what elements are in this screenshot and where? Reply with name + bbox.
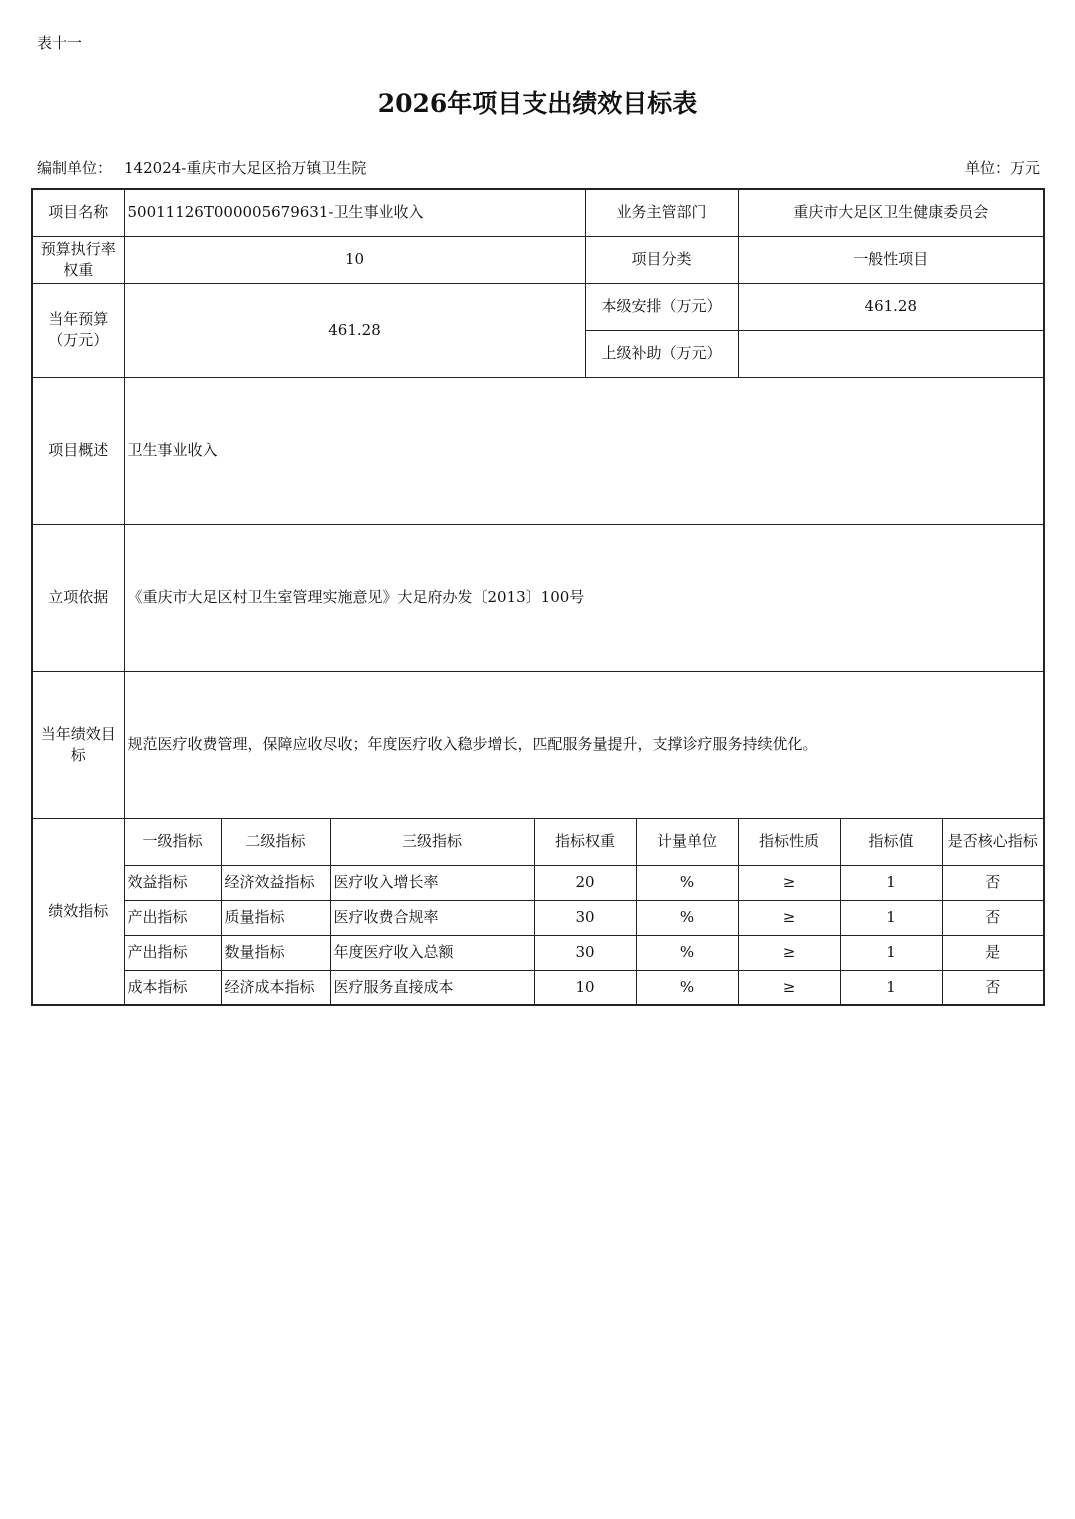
indicator-cell: 1 <box>840 970 942 1005</box>
org-line <box>37 157 366 178</box>
indicator-cell: 医疗服务直接成本 <box>330 970 534 1005</box>
indicator-cell: 经济效益指标 <box>221 865 330 900</box>
indicator-header-cell: 二级指标 <box>221 818 330 865</box>
project-name-label: 项目名称 <box>32 189 124 236</box>
indicator-cell: 产出指标 <box>124 935 221 970</box>
indicator-cell: 经济成本指标 <box>221 970 330 1005</box>
indicator-cell: % <box>636 935 738 970</box>
project-name-value: 50011126T000005679631-卫生事业收入 <box>124 189 585 236</box>
indicator-header-cell: 是否核心指标 <box>942 818 1044 865</box>
indicator-cell: ≥ <box>738 970 840 1005</box>
page-title: 2026年项目支出绩效目标表 <box>377 89 698 118</box>
local-funding-value: 461.28 <box>738 283 1044 330</box>
indicator-cell: 否 <box>942 970 1044 1005</box>
dept-value: 重庆市大足区卫生健康委员会 <box>738 189 1044 236</box>
category-label: 项目分类 <box>585 236 738 283</box>
performance-target-table <box>31 188 1045 1006</box>
indicator-cell: 成本指标 <box>124 970 221 1005</box>
unit-label: 单位：万元 <box>964 159 1040 177</box>
indicator-header-cell: 指标性质 <box>738 818 840 865</box>
indicator-cell: 年度医疗收入总额 <box>330 935 534 970</box>
overview-label: 项目概述 <box>32 377 124 524</box>
indicator-header-cell: 一级指标 <box>124 818 221 865</box>
org-value: 142024-重庆市大足区拾万镇卫生院 <box>124 159 367 177</box>
weight-value: 10 <box>124 236 585 283</box>
indicator-row <box>32 900 1044 935</box>
basis-value: 《重庆市大足区村卫生室管理实施意见》大足府办发〔2013〕100号 <box>124 524 1044 671</box>
indicator-cell: 医疗收费合规率 <box>330 900 534 935</box>
org-label: 编制单位： <box>37 159 113 177</box>
indicator-cell: 1 <box>840 865 942 900</box>
indicator-row <box>32 970 1044 1005</box>
superior-funding-label: 上级补助（万元） <box>585 330 738 377</box>
local-funding-label: 本级安排（万元） <box>585 283 738 330</box>
superior-funding-value <box>738 330 1044 377</box>
indicator-cell: ≥ <box>738 900 840 935</box>
indicator-cell: ≥ <box>738 935 840 970</box>
budget-value: 461.28 <box>124 283 585 377</box>
goal-label: 当年绩效目标 <box>32 671 124 818</box>
dept-label: 业务主管部门 <box>585 189 738 236</box>
indicator-cell: 效益指标 <box>124 865 221 900</box>
indicator-cell: 20 <box>534 865 636 900</box>
indicator-header-cell: 计量单位 <box>636 818 738 865</box>
overview-value: 卫生事业收入 <box>124 377 1044 524</box>
indicator-cell: % <box>636 970 738 1005</box>
indicator-cell: ≥ <box>738 865 840 900</box>
sheet-label: 表十一 <box>37 34 83 52</box>
indicator-cell: 是 <box>942 935 1044 970</box>
indicator-row <box>32 865 1044 900</box>
indicator-cell: 产出指标 <box>124 900 221 935</box>
indicator-cell: 1 <box>840 900 942 935</box>
basis-label: 立项依据 <box>32 524 124 671</box>
indicator-cell: 医疗收入增长率 <box>330 865 534 900</box>
indicators-label: 绩效指标 <box>32 818 124 1005</box>
indicator-cell: 10 <box>534 970 636 1005</box>
category-value: 一般性项目 <box>738 236 1044 283</box>
indicator-cell: 否 <box>942 900 1044 935</box>
indicator-header-cell: 三级指标 <box>330 818 534 865</box>
indicator-cell: 否 <box>942 865 1044 900</box>
indicator-cell: 30 <box>534 935 636 970</box>
goal-value: 规范医疗收费管理，保障应收尽收；年度医疗收入稳步增长，匹配服务量提升，支撑诊疗服务持续优化。 <box>124 671 1044 818</box>
indicator-cell: 质量指标 <box>221 900 330 935</box>
weight-label: 预算执行率权重 <box>32 236 124 283</box>
indicator-row <box>32 935 1044 970</box>
budget-label: 当年预算（万元） <box>32 283 124 377</box>
indicator-header-cell: 指标权重 <box>534 818 636 865</box>
indicator-cell: 1 <box>840 935 942 970</box>
indicator-header-cell: 指标值 <box>840 818 942 865</box>
indicator-cell: % <box>636 865 738 900</box>
indicator-cell: % <box>636 900 738 935</box>
indicator-cell: 数量指标 <box>221 935 330 970</box>
indicator-cell: 30 <box>534 900 636 935</box>
